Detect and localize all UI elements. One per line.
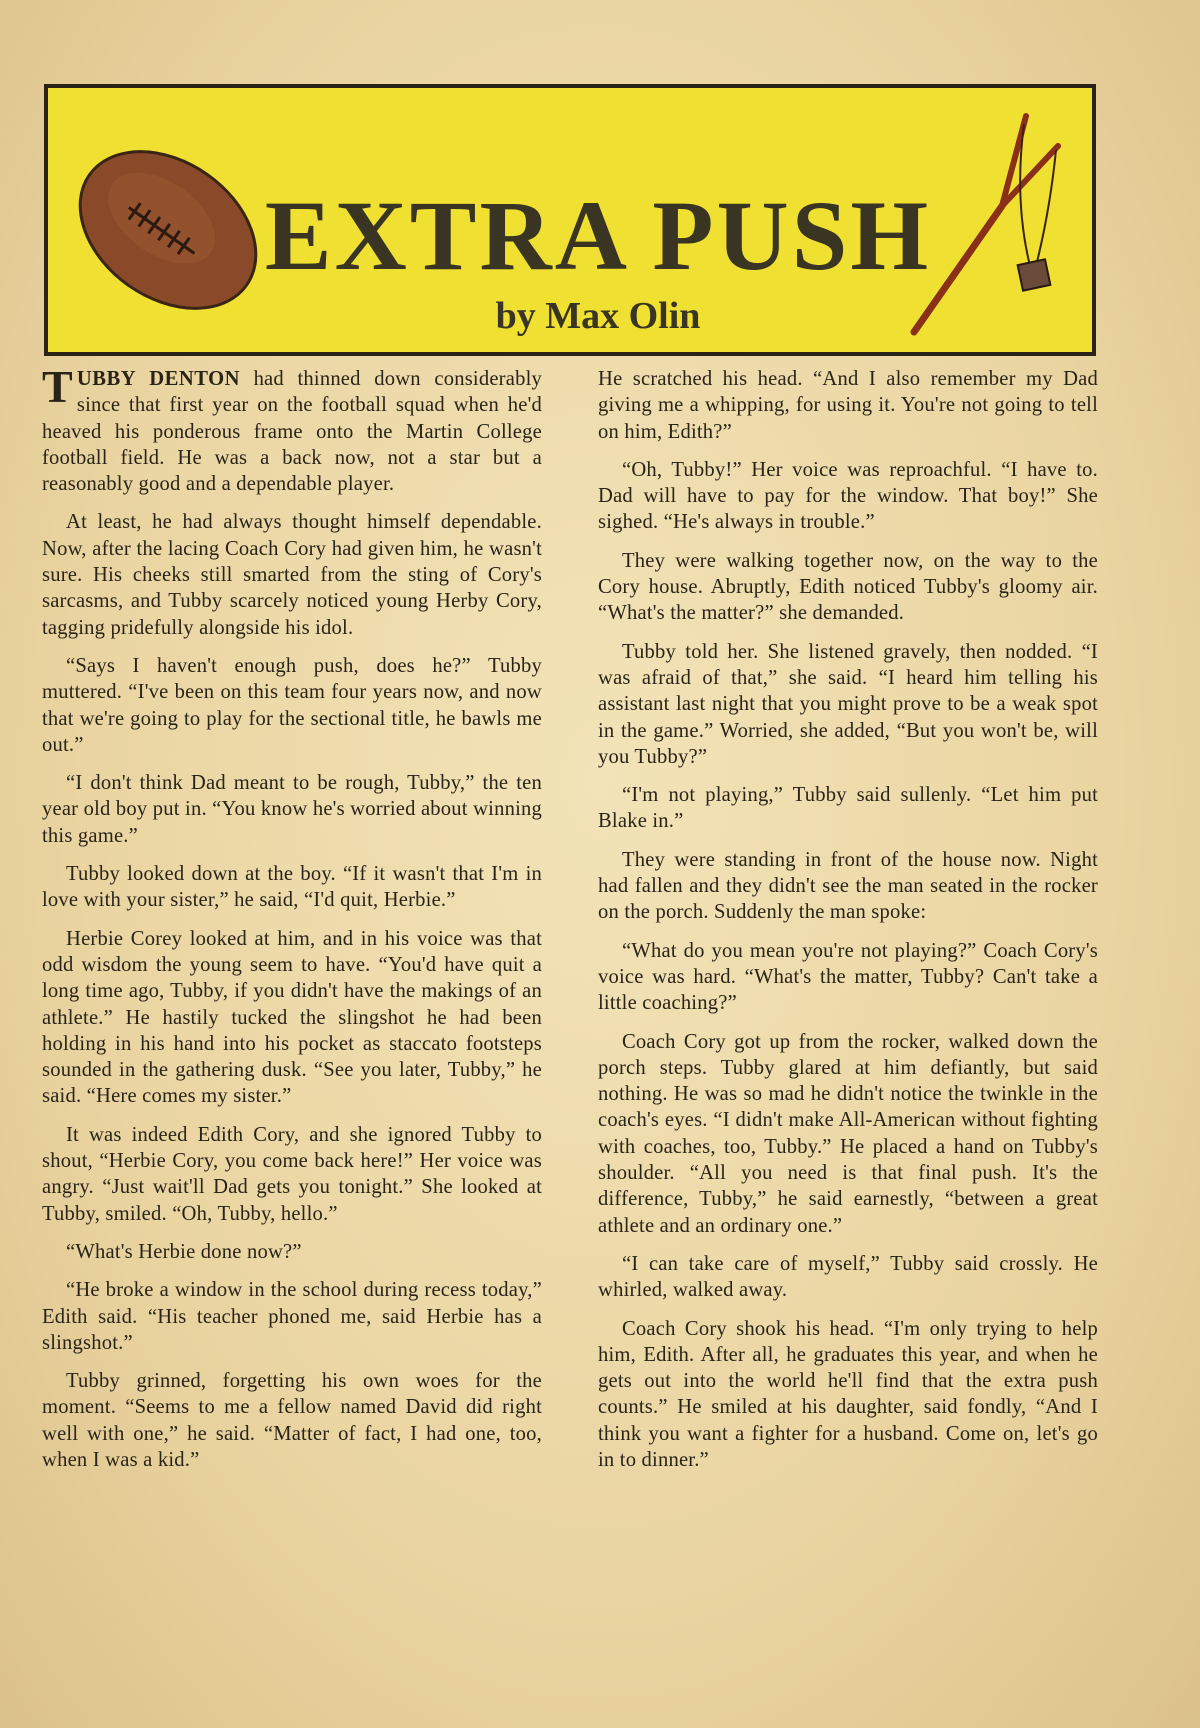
- story-paragraph: “What do you mean you're not playing?” Coach Cory's voice was hard. “What's the matter, Tubby? Can't take a little coaching?”: [598, 939, 1098, 1015]
- story-paragraph: Tubby looked down at the boy. “If it wasn't that I'm in love with your sister,” he said, “I'd quit, Herbie.”: [42, 863, 542, 912]
- story-paragraph: Tubby grinned, forgetting his own woes for the moment. “Seems to me a fellow named David did right well with one,” he said. “Matter of fact, I had one, too, when I was a kid.”: [42, 1370, 542, 1471]
- story-paragraph: “I'm not playing,” Tubby said sullenly. “Let him put Blake in.”: [598, 784, 1098, 833]
- story-paragraph: “I can take care of myself,” Tubby said crossly. He whirled, walked away.: [598, 1252, 1098, 1302]
- drop-cap: T: [42, 361, 73, 412]
- story-paragraph: Herbie Corey looked at him, and in his voice was that odd wisdom the young seem to have. “You'd have quit a long time ago, Tubby, if you didn't have the makings of an athlete.” He hastily tucked the slingshot he had been holding in his hand into his pocket as staccato footsteps sounded in the gathering dusk. “See you later, Tubby,” he said. “Here comes my sister.”: [42, 927, 542, 1108]
- story-paragraph: Coach Cory got up from the rocker, walked down the porch steps. Tubby glared at him defiantly, but said nothing. He was so mad he didn't notice the twinkle in the coach's eyes. “I didn't make All-American without fighting with coaches, too, Tubby.” He placed a hand on Tubby's shoulder. “All you need is that final push. It's the difference, Tubby,” he said earnestly, “between a great athlete and an ordinary one.”: [598, 1030, 1098, 1237]
- left-column: [42, 361, 542, 1485]
- story-title: EXTRA PUSH: [264, 180, 932, 291]
- story-paragraph: Coach Cory shook his head. “I'm only trying to help him, Edith. After all, he graduates this year, and when he gets out into the world he'll find that the extra push counts.” He smiled at his daughter, said fondly, “And I think you want a fighter for a husband. Come on, let's go in to dinner.”: [598, 1317, 1098, 1471]
- story-paragraph: “Oh, Tubby!” Her voice was reproachful. “I have to. Dad will have to pay for the window. That boy!” She sighed. “He's always in trouble.”: [598, 458, 1098, 534]
- story-paragraph: “He broke a window in the school during recess today,” Edith said. “His teacher phoned me, said Herbie has a slingshot.”: [42, 1279, 542, 1354]
- right-column: [598, 366, 1098, 1485]
- goalpost-icon: [894, 110, 1064, 340]
- story-paragraph: [42, 361, 542, 497]
- paragraph-text: had thinned down considerably since that first year on the football squad when he'd heaved his ponderous frame onto the Martin College football field. He was a back now, not a star but a reasonably good and a dependable player.: [42, 368, 542, 496]
- story-paragraph: They were standing in front of the house now. Night had fallen and they didn't see the man seated in the rocker on the porch. Suddenly the man spoke:: [598, 848, 1098, 924]
- story-paragraph: Tubby told her. She listened gravely, then nodded. “I was afraid of that,” she said. “I heard him telling his assistant last night that you might prove to be a weak spot in the game.” Worried, she added, “But you won't be, will you Tubby?”: [598, 640, 1098, 768]
- story-paragraph: “Says I haven't enough push, does he?” Tubby muttered. “I've been on this team four years now, and now that we're going to play for the sectional title, he bawls me out.”: [42, 654, 542, 756]
- story-paragraph: “What's Herbie done now?”: [66, 1240, 302, 1263]
- lead-caps: UBBY DENTON: [76, 368, 240, 390]
- story-paragraph: It was indeed Edith Cory, and she ignored Tubby to shout, “Herbie Cory, you come back here!” Her voice was angry. “Just wait'll Dad gets you tonight.” She looked at Tubby, smiled. “Oh, Tubby, hello.”: [42, 1123, 542, 1225]
- story-paragraph: He scratched his head. “And I also remember my Dad giving me a whipping, for using it. You're not going to tell on him, Edith?”: [598, 368, 1098, 443]
- story-paragraph: “I don't think Dad meant to be rough, Tubby,” the ten year old boy put in. “You know he's worried about winning this game.”: [42, 772, 542, 847]
- story-paragraph: They were walking together now, on the way to the Cory house. Abruptly, Edith noticed Tubby's gloomy air. “What's the matter?” she demanded.: [598, 549, 1098, 625]
- story-paragraph: At least, he had always thought himself dependable. Now, after the lacing Coach Cory had given him, he wasn't sure. His cheeks still smarted from the sting of Cory's sarcasms, and Tubby scarcely noticed young Herby Cory, tagging pridefully alongside his idol.: [42, 511, 542, 639]
- title-banner: [44, 84, 1096, 356]
- story-byline: by Max Olin: [495, 295, 701, 337]
